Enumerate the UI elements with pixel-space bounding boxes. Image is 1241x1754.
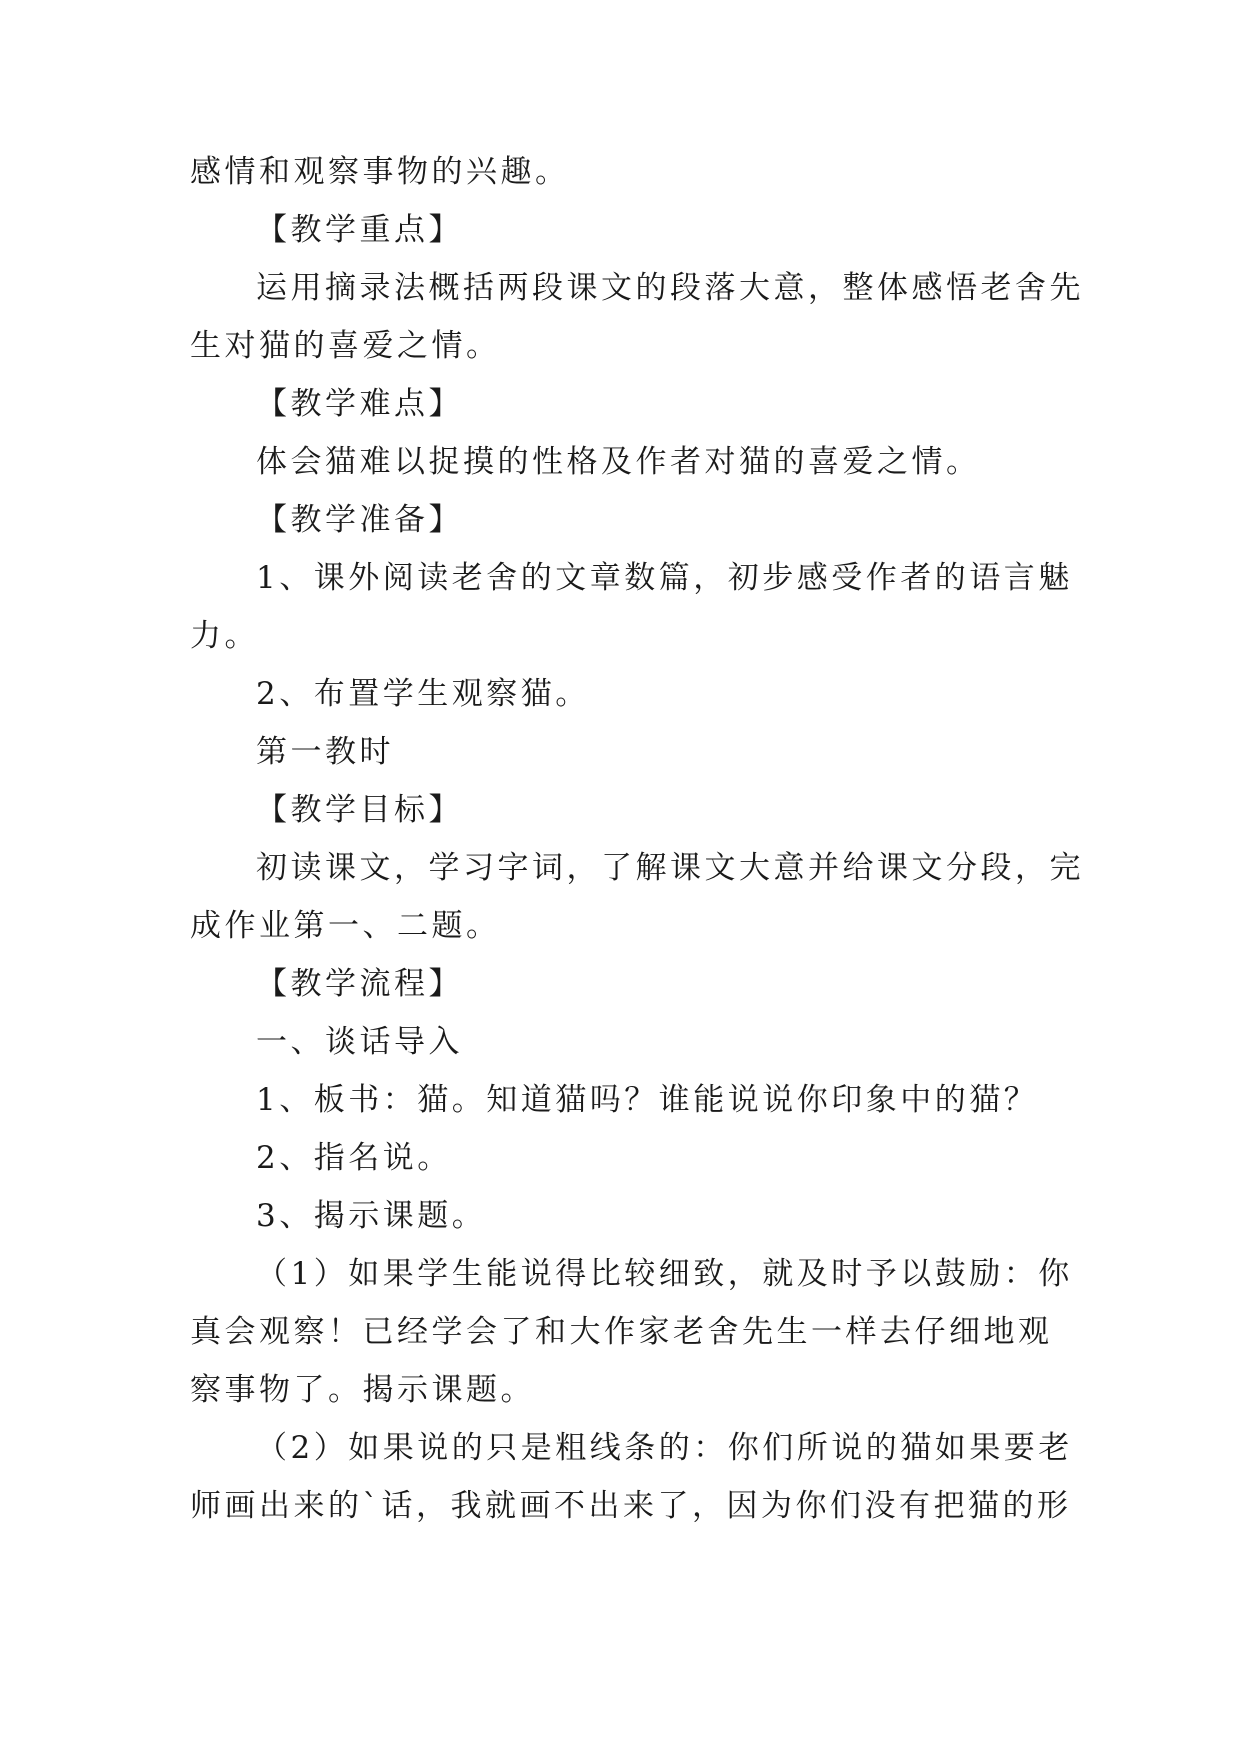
text-line: 感情和观察事物的兴趣。 <box>190 154 570 190</box>
text-line: 生对猫的喜爱之情。 <box>190 328 501 364</box>
text-line: 1、板书：猫。知道猫吗？谁能说说你印象中的猫？ <box>256 1082 1039 1118</box>
text-line: 初读课文，学习字词，了解课文大意并给课文分段，完 <box>256 850 1084 886</box>
text-line: 2、布置学生观察猫。 <box>256 676 590 712</box>
text-line: 察事物了。揭示课题。 <box>190 1372 535 1408</box>
text-line: （2）如果说的只是粗线条的：你们所说的猫如果要老 <box>256 1430 1073 1466</box>
section-heading: 【教学重点】 <box>256 212 463 248</box>
text-line: 3、揭示课题。 <box>256 1198 487 1234</box>
text-line: 体会猫难以捉摸的性格及作者对猫的喜爱之情。 <box>256 444 981 480</box>
text-line: 一、谈话导入 <box>256 1024 463 1060</box>
section-heading: 【教学目标】 <box>256 792 463 828</box>
text-line: 运用摘录法概括两段课文的段落大意，整体感悟老舍先 <box>256 270 1084 306</box>
text-line: 师画出来的`话，我就画不出来了，因为你们没有把猫的形 <box>190 1488 1072 1524</box>
text-line: 力。 <box>190 618 259 654</box>
text-line: （1）如果学生能说得比较细致，就及时予以鼓励：你 <box>256 1256 1073 1292</box>
section-heading: 【教学准备】 <box>256 502 463 538</box>
text-line: 真会观察！已经学会了和大作家老舍先生一样去仔细地观 <box>190 1314 1053 1350</box>
lesson-title: 第一教时 <box>256 734 394 770</box>
text-line: 成作业第一、二题。 <box>190 908 501 944</box>
text-line: 1、课外阅读老舍的文章数篇，初步感受作者的语言魅 <box>256 560 1073 596</box>
section-heading: 【教学难点】 <box>256 386 463 422</box>
text-line: 2、指名说。 <box>256 1140 452 1176</box>
section-heading: 【教学流程】 <box>256 966 463 1002</box>
